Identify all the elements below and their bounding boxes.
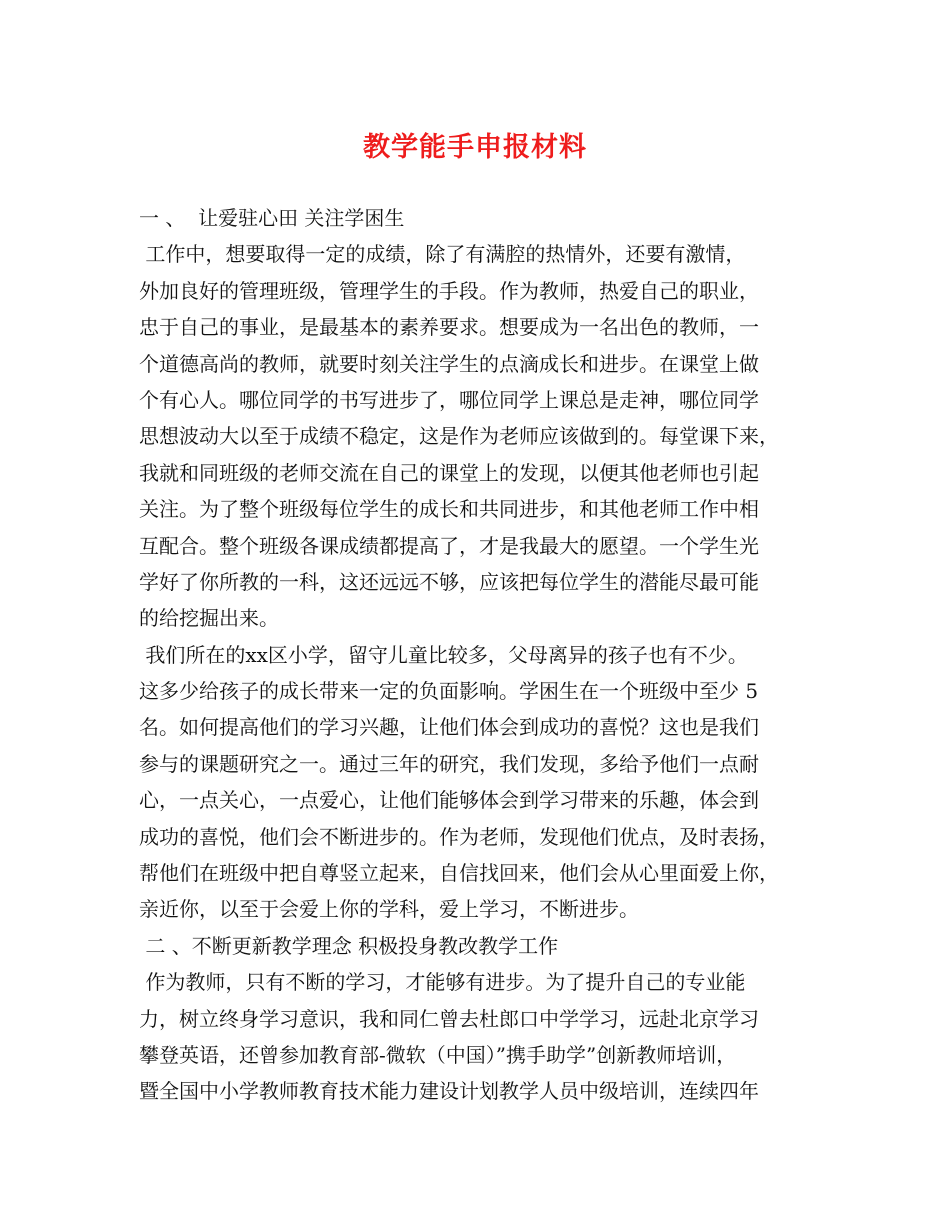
document-body bbox=[139, 200, 829, 1110]
text-line: 这多少给孩子的成长带来一定的负面影响。学困生在一个班级中至少 5 bbox=[139, 679, 759, 704]
text-line: 名。如何提高他们的学习兴趣，让他们体会到成功的喜悦？这也是我们 bbox=[139, 715, 759, 740]
text-line: 二 、不断更新教学理念 积极投身教改教学工作 bbox=[139, 933, 559, 958]
text-line: 帮他们在班级中把自尊竖立起来，自信找回来，他们会从心里面爱上你， bbox=[139, 861, 779, 886]
text-line: 个道德高尚的教师，就要时刻关注学生的点滴成长和进步。在课堂上做 bbox=[139, 351, 759, 376]
text-line: 学好了你所教的一科，这还远远不够，应该把每位学生的潜能尽最可能 bbox=[139, 569, 759, 594]
text-line: 亲近你，以至于会爱上你的学科，爱上学习，不断进步。 bbox=[139, 897, 639, 922]
document-title: 教学能手申报材料 bbox=[363, 132, 587, 163]
text-line: 攀登英语，还曾参加教育部-微软（中国）”携手助学”创新教师培训， bbox=[139, 1042, 737, 1067]
text-line: 思想波动大以至于成绩不稳定，这是作为老师应该做到的。每堂课下来， bbox=[139, 424, 779, 449]
text-line: 暨全国中小学教师教育技术能力建设计划教学人员中级培训，连续四年 bbox=[139, 1079, 759, 1104]
text-line: 参与的课题研究之一。通过三年的研究，我们发现，多给予他们一点耐 bbox=[139, 751, 759, 776]
text-line: 作为教师，只有不断的学习，才能够有进步。为了提升自己的专业能 bbox=[139, 970, 746, 995]
text-line: 一 、 让爱驻心田 关注学困生 bbox=[139, 206, 405, 230]
text-line: 忠于自己的事业，是最基本的素养要求。想要成为一名出色的教师，一 bbox=[139, 315, 759, 340]
text-line: 心，一点关心，一点爱心，让他们能够体会到学习带来的乐趣，体会到 bbox=[139, 788, 759, 813]
text-line: 我们所在的xx区小学，留守儿童比较多，父母离异的孩子也有不少。 bbox=[139, 642, 748, 667]
text-line: 关注。为了整个班级每位学生的成长和共同进步，和其他老师工作中相 bbox=[139, 497, 759, 522]
text-line: 成功的喜悦，他们会不断进步的。作为老师，发现他们优点，及时表扬， bbox=[139, 824, 779, 849]
text-line: 互配合。整个班级各课成绩都提高了，才是我最大的愿望。一个学生光 bbox=[139, 533, 759, 558]
text-line: 个有心人。哪位同学的书写进步了，哪位同学上课总是走神，哪位同学 bbox=[139, 387, 759, 412]
text-line: 我就和同班级的老师交流在自己的课堂上的发现，以便其他老师也引起 bbox=[139, 460, 759, 485]
text-line: 的给挖掘出来。 bbox=[139, 606, 279, 631]
text-line: 力，树立终身学习意识，我和同仁曾去杜郎口中学学习，远赴北京学习 bbox=[139, 1006, 759, 1031]
text-line: 工作中，想要取得一定的成绩，除了有满腔的热情外，还要有激情， bbox=[139, 242, 746, 267]
text-line: 外加良好的管理班级，管理学生的手段。作为教师，热爱自己的职业， bbox=[139, 278, 759, 303]
